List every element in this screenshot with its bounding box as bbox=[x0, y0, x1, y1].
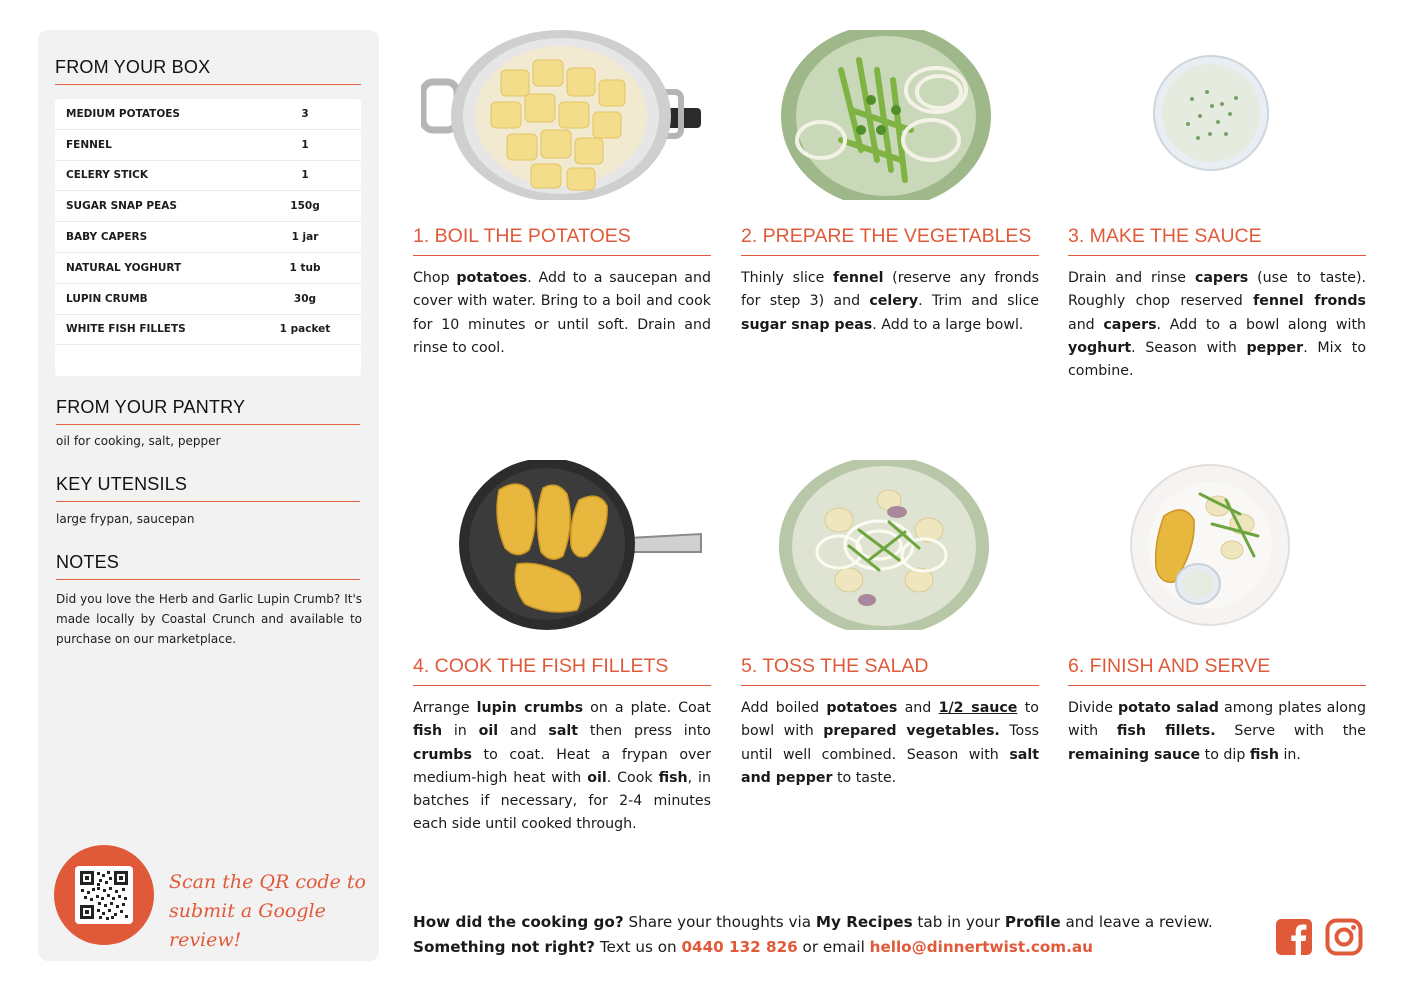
instruction-text: and bbox=[498, 723, 549, 740]
ingredient-highlight: prepared vegetables. bbox=[823, 723, 1000, 740]
footer-text: Share your thoughts via bbox=[623, 913, 816, 931]
ingredient-highlight: potato salad bbox=[1118, 700, 1219, 716]
instruction-text: Divide bbox=[1068, 700, 1119, 716]
instruction-text: and bbox=[897, 700, 939, 716]
ingredient-row bbox=[55, 222, 361, 253]
step-3 bbox=[1068, 30, 1367, 380]
instruction-text: . Cook bbox=[606, 769, 659, 786]
step-title: 6. FINISH AND SERVE bbox=[1068, 655, 1366, 686]
ingredient-name: BABY CAPERS bbox=[66, 231, 148, 244]
step-instructions bbox=[741, 267, 1039, 337]
notes-title: NOTES bbox=[56, 552, 360, 580]
instruction-text: then press into bbox=[578, 723, 711, 740]
instruction-text: and bbox=[1068, 316, 1104, 333]
instruction-text: . Add to a bowl along with bbox=[1156, 316, 1366, 333]
qr-code-icon[interactable] bbox=[75, 866, 133, 924]
step-5 bbox=[741, 460, 1039, 860]
key-utensils-title: KEY UTENSILS bbox=[56, 474, 360, 502]
step-1 bbox=[413, 30, 711, 370]
ingredient-qty: 150g bbox=[290, 200, 320, 213]
pantry-items: oil for cooking, salt, pepper bbox=[56, 434, 221, 448]
instruction-text: . Season with bbox=[1131, 339, 1247, 356]
ingredient-highlight: lupin crumbs bbox=[476, 700, 584, 716]
ingredient-highlight: salt bbox=[548, 723, 579, 740]
step-title: 3. MAKE THE SAUCE bbox=[1068, 225, 1366, 256]
instruction-text: Drain and rinse bbox=[1068, 270, 1195, 286]
instruction-text: to dip bbox=[1200, 746, 1250, 763]
qr-prompt-line1: Scan the QR code to bbox=[169, 871, 366, 893]
feedback-footer bbox=[413, 910, 1253, 960]
ingredient-highlight: pepper bbox=[1246, 339, 1304, 356]
from-your-box-title: FROM YOUR BOX bbox=[55, 57, 361, 85]
support-phone-link[interactable]: 0440 132 826 bbox=[681, 938, 798, 956]
step-instructions bbox=[1068, 697, 1366, 767]
qr-prompt-text bbox=[169, 868, 369, 955]
feedback-line bbox=[413, 910, 1253, 935]
ingredient-name: LUPIN CRUMB bbox=[66, 292, 148, 305]
instruction-text: Arrange bbox=[413, 700, 477, 716]
ingredient-highlight: sugar snap peas bbox=[741, 316, 873, 333]
instruction-text: Add boiled bbox=[741, 700, 827, 716]
instruction-text: to bowl with bbox=[741, 700, 1039, 740]
ingredient-row bbox=[55, 315, 361, 346]
instruction-text: to coat. Heat a frypan over medium-high heat with bbox=[413, 746, 711, 786]
step-2 bbox=[741, 30, 1039, 370]
instruction-text: in. bbox=[1278, 746, 1301, 763]
ingredient-highlight: oil bbox=[478, 723, 499, 740]
fish-in-frypan-photo bbox=[459, 460, 703, 630]
ingredient-highlight: oil bbox=[587, 769, 607, 786]
ingredient-row bbox=[55, 99, 361, 130]
instruction-text: . Mix to combine. bbox=[1068, 339, 1366, 380]
ingredient-qty: 1 bbox=[301, 138, 309, 151]
ingredient-name: MEDIUM POTATOES bbox=[66, 107, 180, 120]
feedback-question: How did the cooking go? bbox=[413, 913, 624, 931]
ingredient-highlight: capers bbox=[1194, 270, 1249, 286]
instruction-text: . Add to a large bowl. bbox=[872, 316, 1024, 333]
footer-text: and leave a review. bbox=[1060, 913, 1213, 931]
qr-badge bbox=[54, 845, 154, 945]
plated-dish-photo bbox=[1130, 464, 1290, 626]
ingredient-highlight: fish bbox=[1249, 746, 1279, 763]
tossed-salad-bowl-photo bbox=[779, 460, 989, 630]
my-recipes-link[interactable]: My Recipes bbox=[815, 913, 913, 931]
ingredient-name: WHITE FISH FILLETS bbox=[66, 323, 186, 336]
ingredient-qty: 1 bbox=[301, 169, 309, 182]
instruction-text: . Trim and slice bbox=[918, 293, 1039, 310]
yoghurt-sauce-bowl-photo bbox=[1152, 54, 1270, 172]
instruction-text: to taste. bbox=[832, 769, 897, 786]
ingredient-qty: 30g bbox=[293, 292, 317, 305]
step-instructions bbox=[741, 697, 1039, 790]
instruction-text: Chop bbox=[413, 270, 457, 286]
instruction-text: (use to taste). Roughly chop reserved bbox=[1068, 270, 1367, 310]
ingredient-row bbox=[55, 253, 361, 284]
ingredient-row bbox=[55, 191, 361, 222]
support-line bbox=[413, 935, 1253, 960]
qr-prompt-line2: submit a Google review! bbox=[169, 900, 326, 951]
ingredient-name: FENNEL bbox=[66, 138, 112, 151]
profile-link[interactable]: Profile bbox=[1004, 913, 1061, 931]
ingredient-highlight: fish bbox=[413, 723, 443, 740]
ingredient-highlight: capers bbox=[1103, 316, 1157, 333]
ingredient-highlight: crumbs bbox=[413, 746, 472, 763]
instruction-text: Serve with the bbox=[1215, 723, 1366, 740]
ingredient-highlight: remaining sauce bbox=[1068, 746, 1201, 763]
instruction-text: in bbox=[442, 723, 479, 740]
ingredient-row bbox=[55, 284, 361, 315]
step-instructions bbox=[1068, 267, 1366, 383]
step-title: 4. COOK THE FISH FILLETS bbox=[413, 655, 711, 686]
facebook-icon[interactable] bbox=[1275, 918, 1313, 956]
instruction-text: on a plate. Coat bbox=[583, 700, 711, 716]
ingredient-table bbox=[55, 99, 361, 376]
instruction-text: Thinly slice bbox=[741, 270, 834, 286]
step-instructions bbox=[413, 267, 711, 360]
step-instructions bbox=[413, 697, 711, 837]
ingredient-row bbox=[55, 130, 361, 161]
footer-text: Text us on bbox=[595, 938, 682, 956]
instruction-text: among plates along with bbox=[1068, 700, 1366, 740]
step-title: 2. PREPARE THE VEGETABLES bbox=[741, 225, 1039, 256]
footer-text: tab in your bbox=[912, 913, 1005, 931]
ingredient-highlight: salt and pepper bbox=[741, 746, 1039, 786]
ingredient-name: SUGAR SNAP PEAS bbox=[66, 200, 177, 213]
step-title: 1. BOIL THE POTATOES bbox=[413, 225, 711, 256]
ingredient-qty: 1 tub bbox=[289, 261, 321, 274]
ingredient-qty: 1 packet bbox=[279, 323, 331, 336]
ingredient-qty: 3 bbox=[301, 107, 309, 120]
instruction-text: , in batches if necessary, for 2-4 minutes each side until cooked through. bbox=[413, 769, 711, 833]
step-title: 5. TOSS THE SALAD bbox=[741, 655, 1039, 686]
ingredient-highlight: 1/2 sauce bbox=[938, 700, 1018, 716]
ingredient-highlight: potatoes bbox=[456, 270, 528, 286]
ingredient-highlight: fennel bbox=[833, 270, 884, 286]
notes-text: Did you love the Herb and Garlic Lupin Crumb? It's made locally by Coastal Crunch and available to purchase on our marketplace. bbox=[56, 592, 362, 646]
ingredient-qty: 1 jar bbox=[291, 231, 319, 244]
instagram-icon[interactable] bbox=[1325, 918, 1363, 956]
sliced-vegetables-bowl-photo bbox=[781, 30, 991, 200]
instruction-text: . Add to a saucepan and cover with water. Bring to a boil and cook for 10 minutes or until soft. Drain and rinse to cool. bbox=[413, 270, 711, 356]
ingredient-highlight: fennel fronds bbox=[1253, 293, 1366, 310]
ingredients-sidebar bbox=[38, 30, 379, 961]
footer-text: or email bbox=[797, 938, 870, 956]
ingredient-highlight: yoghurt bbox=[1068, 339, 1132, 356]
utensils-list: large frypan, saucepan bbox=[56, 512, 195, 526]
ingredient-highlight: celery bbox=[869, 293, 919, 310]
from-your-pantry-title: FROM YOUR PANTRY bbox=[56, 397, 360, 425]
ingredient-name: NATURAL YOGHURT bbox=[66, 261, 182, 274]
ingredient-highlight: fish fillets. bbox=[1116, 723, 1216, 740]
ingredient-name: CELERY STICK bbox=[66, 169, 148, 182]
instruction-text: (reserve any fronds for step 3) and bbox=[741, 270, 1039, 310]
ingredient-highlight: potatoes bbox=[826, 700, 898, 716]
instruction-text: Toss until well combined. Season with bbox=[741, 723, 1039, 763]
step-6 bbox=[1068, 460, 1366, 860]
support-email-link[interactable]: hello@dinnertwist.com.au bbox=[869, 938, 1093, 956]
support-question: Something not right? bbox=[413, 938, 595, 956]
ingredient-row bbox=[55, 161, 361, 192]
ingredient-highlight: fish bbox=[658, 769, 688, 786]
step-4 bbox=[413, 460, 711, 860]
potatoes-in-saucepan-photo bbox=[421, 30, 703, 200]
